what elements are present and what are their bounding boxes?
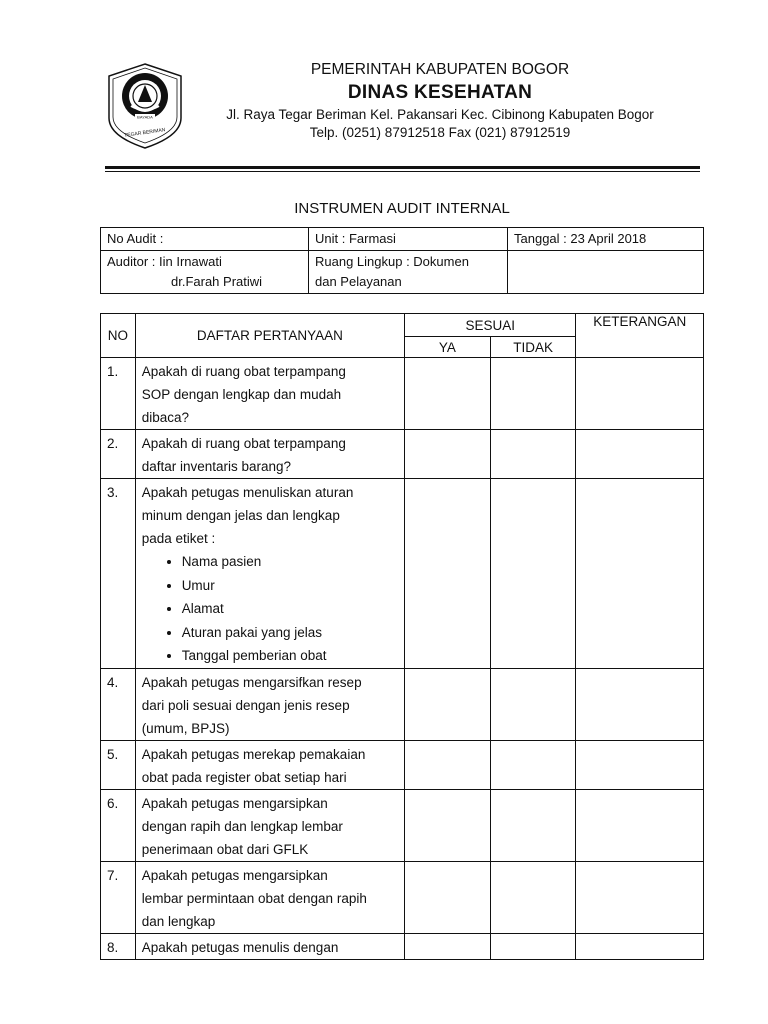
- ruang-lingkup-line-1: Ruang Lingkup : Dokumen: [315, 254, 469, 269]
- ya-cell[interactable]: [405, 861, 491, 933]
- tidak-cell[interactable]: [490, 933, 576, 959]
- question-line: penerimaan obat dari GFLK: [141, 841, 309, 857]
- question-cell: [135, 430, 404, 479]
- question-cell: [135, 740, 404, 789]
- row-number: 5.: [101, 740, 136, 789]
- agency-phone: Telp. (0251) 87912518 Fax (021) 87912519: [309, 125, 571, 140]
- question-cell: [135, 358, 404, 430]
- question-line: Apakah petugas mengarsipkan: [141, 795, 328, 811]
- keterangan-cell[interactable]: [576, 740, 704, 789]
- header-no: NO: [101, 314, 136, 358]
- auditor-cell: [101, 251, 309, 294]
- kabupaten-bogor-logo: [105, 62, 185, 150]
- question-line: SOP dengan lengkap dan mudah: [141, 387, 342, 402]
- bullet-item: • Nama pasien: [182, 550, 398, 574]
- header-tidak: TIDAK: [490, 337, 576, 358]
- ruang-lingkup-cell: [309, 251, 508, 294]
- question-line: pada etiket :: [141, 531, 216, 546]
- agency-name: DINAS KESEHATAN: [347, 82, 533, 103]
- ya-cell[interactable]: [405, 479, 491, 669]
- question-line: dari poli sesuai dengan jenis resep: [141, 697, 350, 713]
- keterangan-cell[interactable]: [576, 861, 704, 933]
- letterhead-rule-thin: [105, 171, 700, 172]
- row-number: 6.: [101, 789, 136, 861]
- row-number: 1.: [101, 358, 136, 430]
- question-line: Apakah petugas mengarsipkan: [141, 867, 328, 883]
- row-number: 2.: [101, 430, 136, 479]
- question-cell: [135, 668, 404, 740]
- table-row: [101, 479, 704, 669]
- auditor-line-2: dr.Farah Pratiwi: [171, 274, 263, 289]
- tidak-cell[interactable]: [490, 789, 576, 861]
- header-sesuai: SESUAI: [405, 314, 576, 337]
- document-title: INSTRUMEN AUDIT INTERNAL: [294, 200, 510, 217]
- audit-info-table: [100, 227, 704, 294]
- keterangan-cell[interactable]: [576, 789, 704, 861]
- unit-cell: Unit : Farmasi: [309, 228, 508, 251]
- letterhead-rule-thick: [105, 166, 700, 169]
- table-row: [101, 430, 704, 479]
- table-row: [101, 789, 704, 861]
- table-row: [101, 740, 704, 789]
- tidak-cell[interactable]: [490, 861, 576, 933]
- table-row: [101, 668, 704, 740]
- ya-cell[interactable]: [405, 430, 491, 479]
- bullet-item: • Alamat: [182, 597, 398, 621]
- row-number: 7.: [101, 861, 136, 933]
- question-line: Apakah petugas mengarsifkan resep: [141, 674, 362, 690]
- ya-cell[interactable]: [405, 933, 491, 959]
- keterangan-cell[interactable]: [576, 668, 704, 740]
- tidak-cell[interactable]: [490, 479, 576, 669]
- keterangan-cell[interactable]: [576, 933, 704, 959]
- bullet-item: • Tanggal pemberian obat: [182, 644, 398, 668]
- question-line: Apakah di ruang obat terpampang: [141, 436, 346, 451]
- question-line: Apakah petugas menulis dengan: [141, 939, 339, 955]
- auditor-line-1: Auditor : Iin Irnawati: [107, 254, 222, 269]
- question-line: minum dengan jelas dan lengkap: [141, 508, 340, 523]
- question-line: (umum, BPJS): [141, 720, 230, 736]
- audit-checklist-table: [100, 313, 704, 960]
- table-row: [101, 861, 704, 933]
- question-line: Apakah di ruang obat terpampang: [141, 364, 346, 379]
- keterangan-cell[interactable]: [576, 430, 704, 479]
- question-cell: [135, 861, 404, 933]
- question-line: Apakah petugas merekap pemakaian: [141, 746, 366, 762]
- tidak-cell[interactable]: [490, 668, 576, 740]
- government-name: PEMERINTAH KABUPATEN BOGOR: [310, 61, 570, 78]
- logo-motto-text: TEGAR BERIMAN: [123, 127, 166, 139]
- header-ya: YA: [405, 337, 491, 358]
- tidak-cell[interactable]: [490, 740, 576, 789]
- question-cell: [135, 479, 404, 669]
- no-audit-cell: No Audit :: [101, 228, 309, 251]
- question-cell: [135, 789, 404, 861]
- empty-info-cell: [508, 251, 704, 294]
- row-number: 8.: [101, 933, 136, 959]
- question-line: dengan rapih dan lengkap lembar: [141, 818, 343, 834]
- letterhead: [190, 60, 690, 142]
- question-line: dan lengkap: [141, 913, 216, 929]
- table-row: [101, 933, 704, 959]
- question-line: lembar permintaan obat dengan rapih: [141, 890, 367, 906]
- bullet-list: [142, 550, 398, 668]
- keterangan-cell[interactable]: [576, 358, 704, 430]
- header-question: DAFTAR PERTANYAAN: [135, 314, 404, 358]
- bullet-item: • Aturan pakai yang jelas: [182, 621, 398, 645]
- question-line: dibaca?: [141, 410, 189, 425]
- header-keterangan: KETERANGAN: [576, 314, 704, 358]
- tidak-cell[interactable]: [490, 430, 576, 479]
- keterangan-cell[interactable]: [576, 479, 704, 669]
- bullet-item: • Umur: [182, 574, 398, 598]
- row-number: 3.: [101, 479, 136, 669]
- ya-cell[interactable]: [405, 789, 491, 861]
- ya-cell[interactable]: [405, 358, 491, 430]
- tidak-cell[interactable]: [490, 358, 576, 430]
- table-row: [101, 358, 704, 430]
- question-cell: [135, 933, 404, 959]
- question-line: Apakah petugas menuliskan aturan: [141, 485, 354, 500]
- agency-address: Jl. Raya Tegar Beriman Kel. Pakansari Kec. Cibinong Kabupaten Bogor: [226, 107, 654, 122]
- row-number: 4.: [101, 668, 136, 740]
- tanggal-cell: Tanggal : 23 April 2018: [508, 228, 704, 251]
- question-line: obat pada register obat setiap hari: [141, 769, 347, 785]
- ruang-lingkup-line-2: dan Pelayanan: [315, 274, 402, 289]
- question-line: daftar inventaris barang?: [141, 459, 292, 474]
- ya-cell[interactable]: [405, 668, 491, 740]
- ya-cell[interactable]: [405, 740, 491, 789]
- logo-band-text: BAYADA: [137, 114, 153, 120]
